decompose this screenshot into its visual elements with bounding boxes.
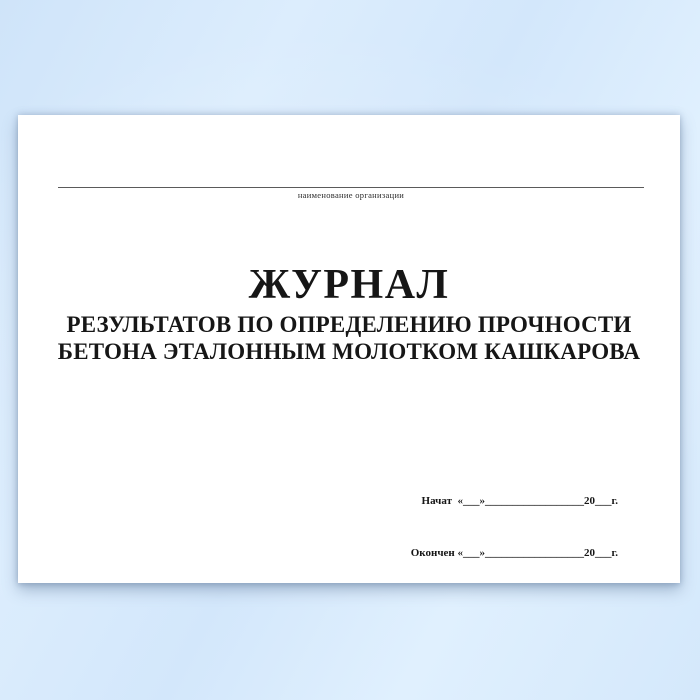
journal-cover-page <box>18 115 680 583</box>
journal-title: ЖУРНАЛ <box>248 262 450 308</box>
date-started-field: Начат «___»__________________20___г. <box>421 495 618 507</box>
organization-name-block <box>58 115 644 200</box>
organization-name-caption: наименование организации <box>297 190 405 200</box>
organization-name-rule <box>58 115 644 188</box>
journal-subtitle <box>18 311 680 365</box>
date-finished-field: Окончен «___»__________________20___г. <box>410 547 618 559</box>
journal-subtitle-line-2: БЕТОНА ЭТАЛОННЫМ МОЛОТКОМ КАШКАРОВА <box>57 339 641 364</box>
date-fields-block <box>411 470 618 598</box>
journal-subtitle-line-1: РЕЗУЛЬТАТОВ ПО ОПРЕДЕЛЕНИЮ ПРОЧНОСТИ <box>66 312 632 337</box>
